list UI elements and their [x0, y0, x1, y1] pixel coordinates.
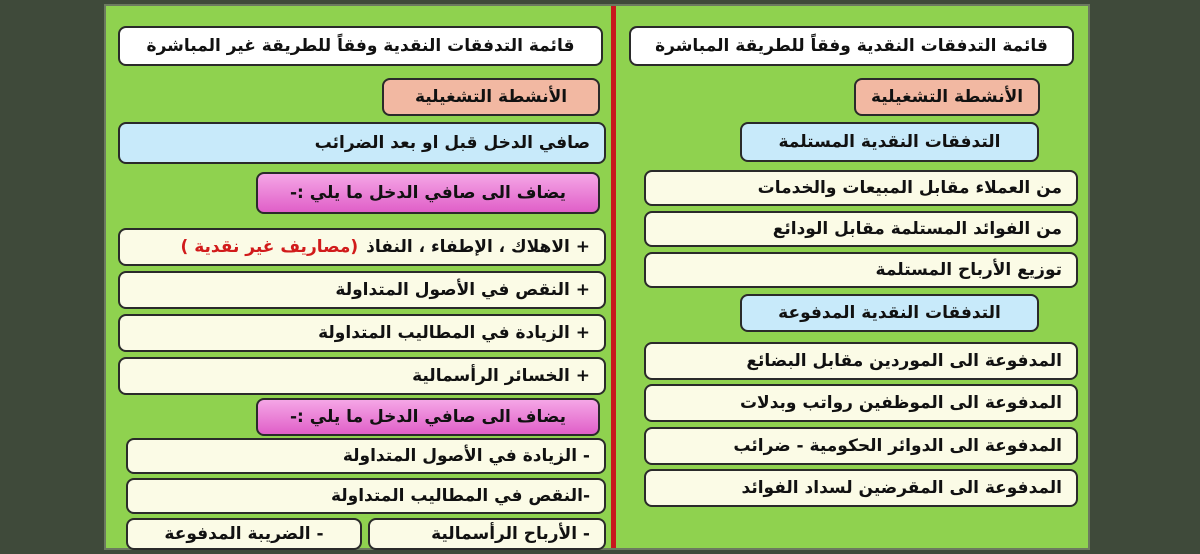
paid-item-employees: المدفوعة الى الموظفين رواتب وبدلات	[644, 384, 1078, 422]
add-item-depreciation-text: + الاهلاك ، الإطفاء ، النفاذ	[366, 237, 590, 257]
paid-item-suppliers: المدفوعة الى الموردين مقابل البضائع	[644, 342, 1078, 380]
cash-paid-header: التدفقات النقدية المدفوعة	[740, 294, 1039, 332]
subtract-from-net-income-header: يضاف الى صافي الدخل ما يلي :-	[256, 398, 600, 436]
received-item-interest: من الفوائد المستلمة مقابل الودائع	[644, 211, 1078, 247]
slide	[104, 4, 1090, 550]
sub-item-tax-paid: - الضريبة المدفوعة	[126, 518, 362, 550]
add-item-current-liabilities-increase: + الزيادة في المطاليب المتداولة	[118, 314, 606, 352]
received-item-customers: من العملاء مقابل المبيعات والخدمات	[644, 170, 1078, 206]
paid-item-taxes: المدفوعة الى الدوائر الحكومية - ضرائب	[644, 427, 1078, 465]
sub-item-current-assets-increase: - الزيادة في الأصول المتداولة	[126, 438, 606, 474]
center-divider	[611, 6, 616, 548]
sub-item-current-liabilities-decrease: -النقص في المطاليب المتداولة	[126, 478, 606, 514]
net-income-box: صافي الدخل قبل او بعد الضرائب	[118, 122, 606, 164]
add-item-current-assets-decrease: + النقص في الأصول المتداولة	[118, 271, 606, 309]
non-cash-expenses-note: (مصاريف غير نقدية )	[180, 237, 359, 257]
received-item-dividends: توزيع الأرباح المستلمة	[644, 252, 1078, 288]
direct-method-title: قائمة التدفقات النقدية وفقاً للطريقة المباشرة	[629, 26, 1074, 66]
cash-received-header: التدفقات النقدية المستلمة	[740, 122, 1039, 162]
direct-operating-activities: الأنشطة التشغيلية	[854, 78, 1040, 116]
sub-item-capital-gains: - الأرباح الرأسمالية	[368, 518, 606, 550]
add-item-depreciation	[118, 228, 606, 266]
add-to-net-income-header: يضاف الى صافي الدخل ما يلي :-	[256, 172, 600, 214]
add-item-capital-losses: + الخسائر الرأسمالية	[118, 357, 606, 395]
indirect-operating-activities: الأنشطة التشغيلية	[382, 78, 600, 116]
indirect-method-title: قائمة التدفقات النقدية وفقاً للطريقة غير المباشرة	[118, 26, 603, 66]
paid-item-interest: المدفوعة الى المقرضين لسداد الفوائد	[644, 469, 1078, 507]
